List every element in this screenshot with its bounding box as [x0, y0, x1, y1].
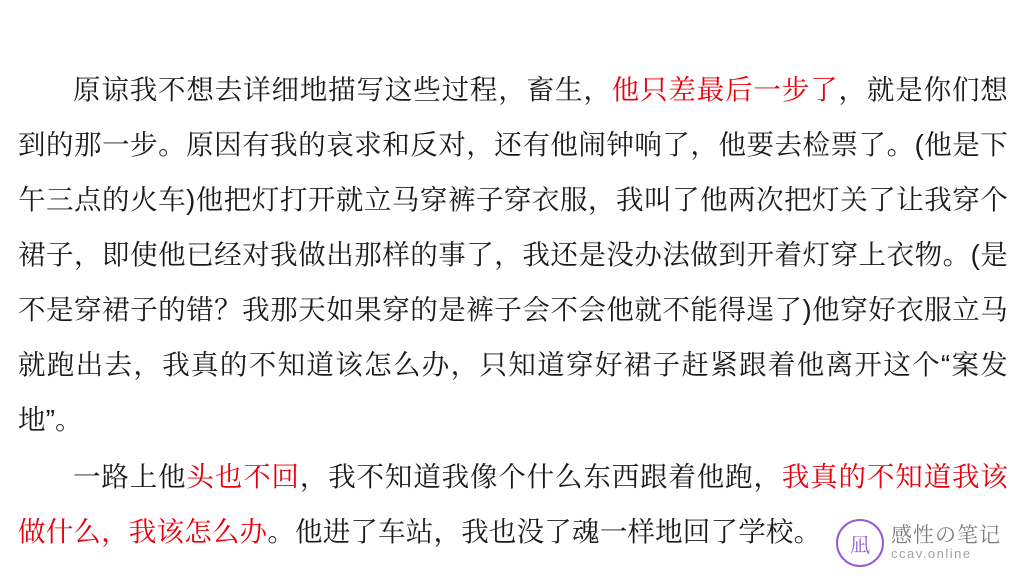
- text-run: 。他进了车站，我也没了魂一样地回了学校。: [267, 516, 822, 547]
- text-run: 原谅我不想去详细地描写这些过程，畜生，: [73, 74, 612, 105]
- highlighted-text-run: 我真的不知道我该做什么，我该怎么办: [18, 461, 1008, 547]
- document-text-body: [18, 62, 1008, 562]
- watermark-logo-icon: 凪: [836, 519, 884, 567]
- paragraph-1: [18, 62, 1008, 447]
- text-run: 一路上他: [73, 461, 187, 492]
- text-run: ，我不知道我像个什么东西跟着他跑，: [299, 461, 782, 492]
- watermark-main-text: 感性の笔记: [891, 524, 1001, 548]
- text-run: ，就是你们想到的那一步。原因有我的哀求和反对，还有他闹钟响了，他要去检票了。(他是下午三点的火车)他把灯打开就立马穿裤子穿衣服，我叫了他两次把灯关了让我穿个裙子，即使他已经对我做出那样的事了，我还是没办法做到开着灯穿上衣物。(是不是穿裙子的错？我那天如果穿的是裤子会不会他就不能得逞了)他穿好衣服立马就跑出去，我真的不知道该怎么办，只知道穿好裙子赶紧跟着他离开这个“案发地”。: [18, 74, 1008, 435]
- watermark-texts: [891, 525, 1001, 561]
- watermark-sub-text: ccav.online: [891, 546, 972, 562]
- watermark: [836, 512, 1016, 574]
- highlighted-text-run: 头也不回: [186, 461, 300, 492]
- highlighted-text-run: 他只差最后一步了: [611, 74, 839, 105]
